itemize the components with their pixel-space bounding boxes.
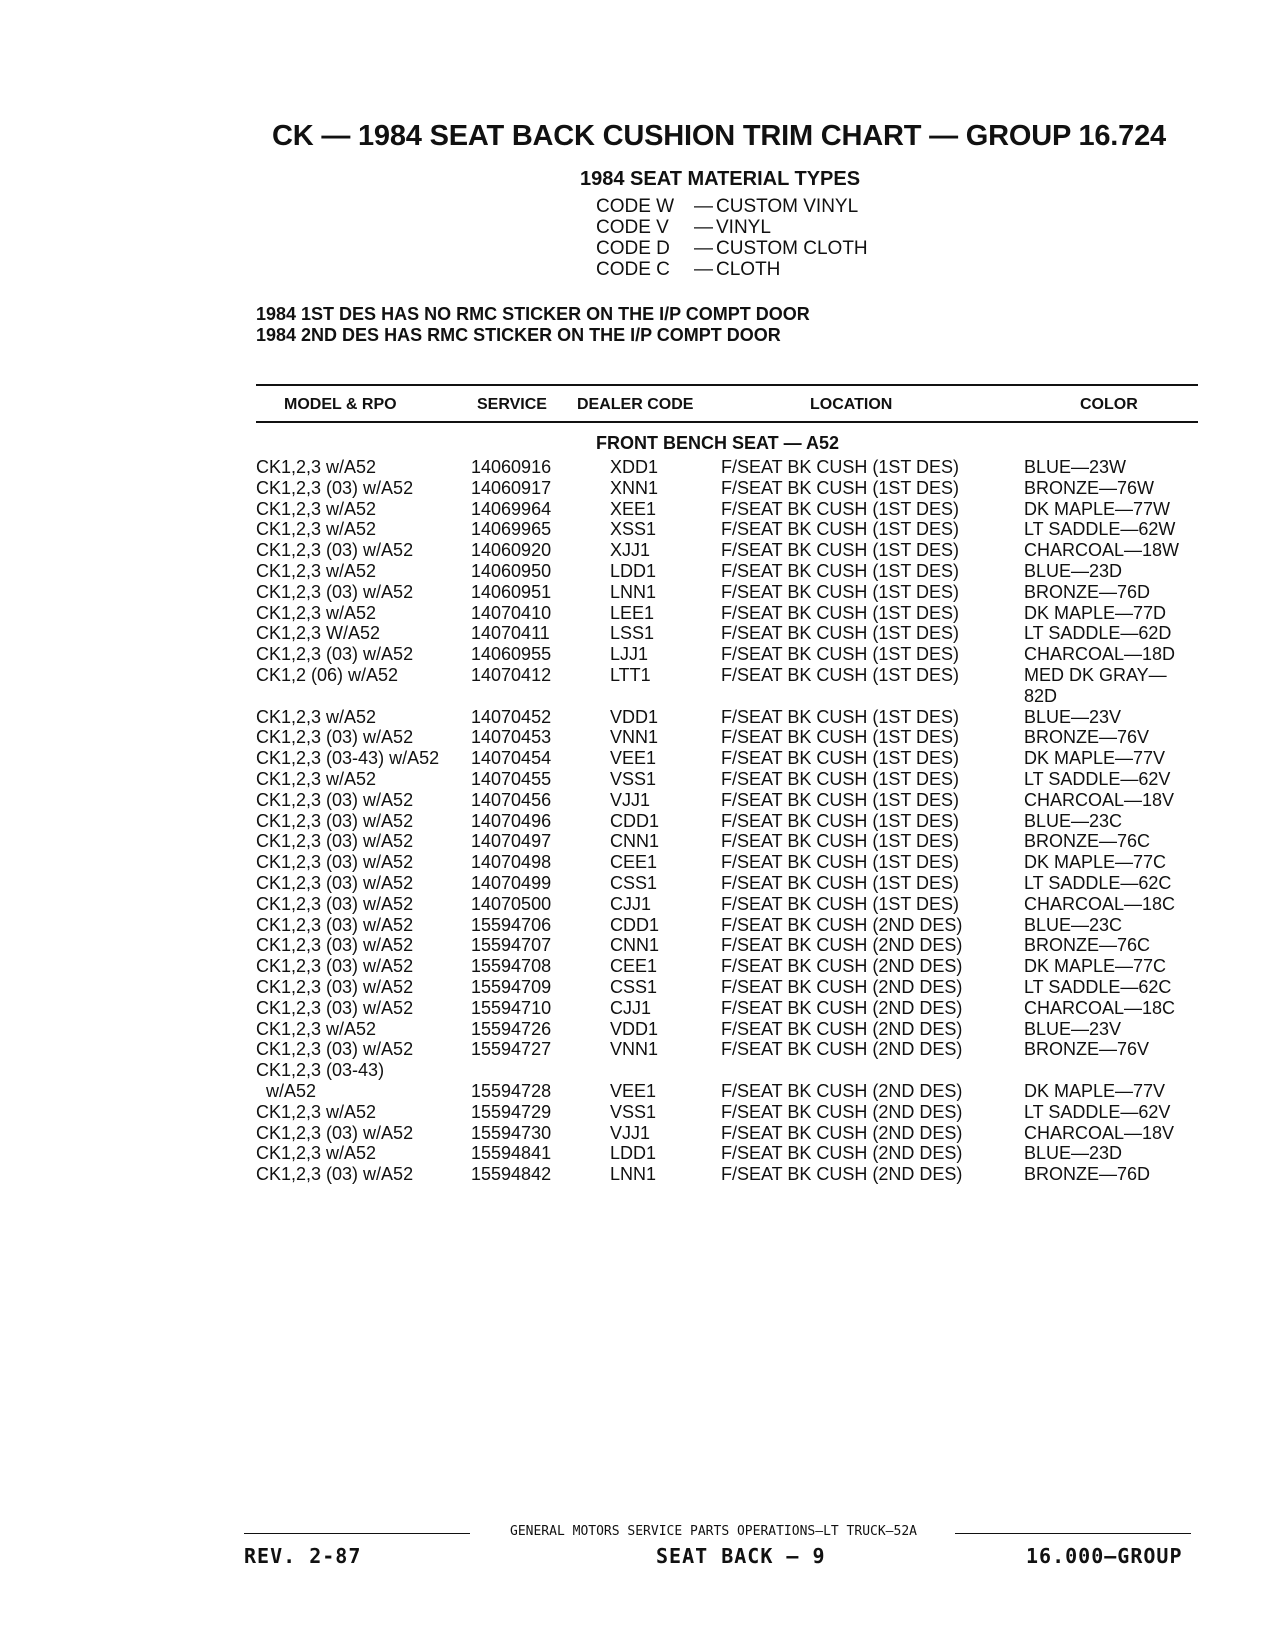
cell-location: F/SEAT BK CUSH (1ST DES) [721,602,960,623]
cell-service-number: 14070453 [471,727,552,748]
cell-dealer-code: XDD1 [610,457,659,477]
cell-model: CK1,2,3 (03) w/A52 [256,1122,414,1143]
cell-service-number: 14060916 [471,457,552,477]
cell-location: F/SEAT BK CUSH (1ST DES) [721,768,960,789]
cell-service-number: 15594709 [471,976,552,997]
table-row [0,956,1280,977]
cell-service-number: 14070456 [471,789,552,810]
page-number: SEAT BACK – 9 [656,1544,826,1568]
table-row [0,873,1280,894]
cell-dealer-code: LDD1 [610,1143,657,1164]
header-model: MODEL & RPO [284,396,397,413]
table-row [0,769,1280,790]
cell-service-number: 15594842 [471,1164,552,1185]
table-row [0,935,1280,956]
table-row [0,894,1280,915]
table-row [0,1039,1280,1060]
cell-model: CK1,2,3 (03-43) w/A52 [256,1060,385,1101]
cell-location: F/SEAT BK CUSH (1ST DES) [721,872,960,893]
cell-service-number: 14069964 [471,498,552,519]
table-top-rule [256,384,1198,386]
table-row [0,1123,1280,1144]
cell-dealer-code: LNN1 [610,1164,657,1185]
cell-service-number: 14070497 [471,831,552,852]
table-row [0,1164,1280,1185]
cell-location: F/SEAT BK CUSH (2ND DES) [721,1143,963,1164]
cell-service-number: 14070410 [471,602,552,623]
cell-dealer-code: VEE1 [610,1080,657,1101]
cell-color: BRONZE—76C [1024,831,1151,852]
table-row [0,790,1280,811]
cell-service-number: 14060951 [471,581,552,602]
cell-service-number: 14070498 [471,852,552,873]
cell-color: DK MAPLE—77V [1024,748,1166,769]
cell-location: F/SEAT BK CUSH (1ST DES) [721,810,960,831]
cell-dealer-code: LDD1 [610,560,657,581]
material-dash: — [694,196,713,217]
note-first-design: 1984 1ST DES HAS NO RMC STICKER ON THE I/P COMPT DOOR [256,304,810,324]
table-row [0,519,1280,540]
section-heading: FRONT BENCH SEAT — A52 [596,433,840,453]
cell-dealer-code: CSS1 [610,872,658,893]
cell-dealer-code: XSS1 [610,519,657,540]
cell-service-number: 14070455 [471,768,552,789]
cell-model: CK1,2,3 w/A52 [256,1101,377,1122]
cell-color: LT SADDLE—62C [1024,976,1172,997]
cell-model: CK1,2,3 (03) w/A52 [256,477,414,498]
cell-dealer-code: LEE1 [610,602,655,623]
cell-service-number: 14070500 [471,893,552,914]
header-location: LOCATION [810,396,893,413]
cell-color: BLUE—23C [1024,914,1123,935]
cell-service-number: 15594707 [471,935,552,956]
cell-location: F/SEAT BK CUSH (1ST DES) [721,706,960,727]
cell-service-number: 15594727 [471,1039,552,1060]
table-row [0,603,1280,624]
cell-color: LT SADDLE—62W [1024,519,1176,540]
cell-color: CHARCOAL—18C [1024,997,1176,1018]
cell-dealer-code: CJJ1 [610,893,652,914]
cell-dealer-code: LTT1 [610,664,651,685]
material-dash: — [694,259,713,280]
cell-color: BRONZE—76V [1024,1039,1150,1060]
cell-location: F/SEAT BK CUSH (2ND DES) [721,997,963,1018]
material-dash: — [694,238,713,259]
cell-model: CK1,2,3 (03) w/A52 [256,872,414,893]
cell-dealer-code: CNN1 [610,935,660,956]
cell-location: F/SEAT BK CUSH (2ND DES) [721,1122,963,1143]
cell-model: CK1,2,3 w/A52 [256,1018,377,1039]
material-type-item [596,196,868,217]
cell-model: CK1,2,3 (03) w/A52 [256,976,414,997]
cell-service-number: 14070499 [471,872,552,893]
cell-dealer-code: CNN1 [610,831,660,852]
cell-location: F/SEAT BK CUSH (1ST DES) [721,457,960,477]
table-row [0,457,1280,478]
cell-color: DK MAPLE—77V [1024,1080,1166,1101]
cell-model: CK1,2,3 w/A52 [256,1143,377,1164]
cell-color: BRONZE—76D [1024,581,1151,602]
cell-dealer-code: VEE1 [610,748,657,769]
cell-color: CHARCOAL—18V [1024,789,1175,810]
cell-dealer-code: CEE1 [610,956,658,977]
cell-model: CK1,2,3 (03) w/A52 [256,581,414,602]
table-row [0,1019,1280,1040]
table-row [0,1060,1280,1102]
design-notes [256,304,810,346]
cell-service-number: 14070411 [471,623,550,644]
cell-color: CHARCOAL—18W [1024,540,1180,561]
cell-location: F/SEAT BK CUSH (2ND DES) [721,1164,963,1185]
cell-location: F/SEAT BK CUSH (1ST DES) [721,727,960,748]
material-type-item [596,217,868,238]
header-service: SERVICE [477,396,547,413]
cell-dealer-code: CDD1 [610,810,660,831]
cell-dealer-code: VJJ1 [610,1122,651,1143]
footer-publisher: GENERAL MOTORS SERVICE PARTS OPERATIONS—LT TRUCK—52A [510,1524,917,1539]
table-row [0,852,1280,873]
cell-location: F/SEAT BK CUSH (1ST DES) [721,498,960,519]
table-row [0,1102,1280,1123]
cell-model: CK1,2,3 (03) w/A52 [256,935,414,956]
table-row [0,707,1280,728]
cell-dealer-code: VSS1 [610,1101,657,1122]
cell-location: F/SEAT BK CUSH (1ST DES) [721,789,960,810]
cell-location: F/SEAT BK CUSH (1ST DES) [721,540,960,561]
cell-color: CHARCOAL—18V [1024,1122,1175,1143]
table-row [0,540,1280,561]
table-row [0,748,1280,769]
cell-dealer-code: VNN1 [610,727,659,748]
cell-color: DK MAPLE—77C [1024,956,1167,977]
header-color: COLOR [1080,396,1138,413]
table-header-rule [256,421,1198,423]
cell-color: BRONZE—76D [1024,1164,1151,1185]
cell-service-number: 14070452 [471,706,552,727]
cell-model: CK1,2,3 (03) w/A52 [256,997,414,1018]
cell-color: LT SADDLE—62V [1024,1101,1171,1122]
cell-dealer-code: CEE1 [610,852,658,873]
table-row [0,582,1280,603]
table-row [0,561,1280,582]
cell-color: DK MAPLE—77W [1024,498,1171,519]
cell-service-number: 15594730 [471,1122,552,1143]
cell-color: BLUE—23W [1024,457,1127,477]
material-type-item [596,259,868,280]
cell-color: DK MAPLE—77C [1024,852,1167,873]
cell-model: CK1,2 (06) w/A52 [256,664,399,685]
table-row [0,998,1280,1019]
table-row [0,623,1280,644]
cell-model: CK1,2,3 w/A52 [256,498,377,519]
cell-model: CK1,2,3 (03) w/A52 [256,956,414,977]
page-title: CK — 1984 SEAT BACK CUSHION TRIM CHART — GROUP 16.724 [272,120,1166,152]
cell-location: F/SEAT BK CUSH (2ND DES) [721,1101,963,1122]
cell-service-number: 15594728 [471,1080,552,1101]
cell-dealer-code: VNN1 [610,1039,659,1060]
cell-service-number: 15594841 [471,1143,552,1164]
cell-location: F/SEAT BK CUSH (1ST DES) [721,893,960,914]
table-row [0,499,1280,520]
table-row [0,1143,1280,1164]
cell-color: LT SADDLE—62D [1024,623,1172,644]
cell-dealer-code: CDD1 [610,914,660,935]
cell-model: CK1,2,3 (03) w/A52 [256,914,414,935]
cell-location: F/SEAT BK CUSH (1ST DES) [721,644,960,665]
cell-dealer-code: LNN1 [610,581,657,602]
material-type-item [596,238,868,259]
table-body [0,457,1280,1185]
cell-model: CK1,2,3 (03-43) w/A52 [256,748,440,769]
material-code: CODE W [596,196,675,217]
cell-dealer-code: XEE1 [610,498,657,519]
cell-model: CK1,2,3 w/A52 [256,768,377,789]
cell-model: CK1,2,3 w/A52 [256,457,377,477]
cell-location: F/SEAT BK CUSH (2ND DES) [721,956,963,977]
table-row [0,644,1280,665]
cell-model: CK1,2,3 W/A52 [256,623,381,644]
cell-location: F/SEAT BK CUSH (2ND DES) [721,976,963,997]
table-row [0,915,1280,936]
cell-color: BRONZE—76W [1024,477,1155,498]
cell-model: CK1,2,3 (03) w/A52 [256,893,414,914]
cell-color: BRONZE—76V [1024,727,1150,748]
material-types-list [596,196,868,280]
cell-location: F/SEAT BK CUSH (1ST DES) [721,664,960,685]
cell-dealer-code: VSS1 [610,768,657,789]
cell-location: F/SEAT BK CUSH (1ST DES) [721,560,960,581]
cell-model: CK1,2,3 (03) w/A52 [256,644,414,665]
cell-dealer-code: LSS1 [610,623,655,644]
cell-dealer-code: XJJ1 [610,540,651,561]
cell-location: F/SEAT BK CUSH (2ND DES) [721,935,963,956]
cell-dealer-code: VJJ1 [610,789,651,810]
cell-location: F/SEAT BK CUSH (1ST DES) [721,852,960,873]
cell-service-number: 15594710 [471,997,552,1018]
cell-service-number: 14070412 [471,664,552,685]
material-name: CUSTOM VINYL [716,196,859,217]
cell-color: LT SADDLE—62V [1024,768,1171,789]
cell-model: CK1,2,3 (03) w/A52 [256,789,414,810]
material-code: CODE D [596,238,670,259]
cell-color: LT SADDLE—62C [1024,872,1172,893]
cell-service-number: 14060920 [471,540,552,561]
cell-color: CHARCOAL—18C [1024,893,1176,914]
cell-service-number: 15594706 [471,914,552,935]
footer-rule-right [955,1533,1191,1534]
table-row [0,727,1280,748]
cell-service-number: 14070496 [471,810,552,831]
cell-color: CHARCOAL—18D [1024,644,1176,665]
cell-location: F/SEAT BK CUSH (1ST DES) [721,623,960,644]
cell-service-number: 15594726 [471,1018,552,1039]
cell-location: F/SEAT BK CUSH (1ST DES) [721,519,960,540]
table-row [0,811,1280,832]
cell-color: BLUE—23D [1024,1143,1123,1164]
cell-location: F/SEAT BK CUSH (1ST DES) [721,831,960,852]
cell-color: BLUE—23V [1024,706,1122,727]
cell-dealer-code: LJJ1 [610,644,649,665]
cell-location: F/SEAT BK CUSH (2ND DES) [721,1018,963,1039]
cell-location: F/SEAT BK CUSH (1ST DES) [721,477,960,498]
table-row [0,977,1280,998]
cell-model: CK1,2,3 w/A52 [256,602,377,623]
cell-model: CK1,2,3 w/A52 [256,560,377,581]
cell-service-number: 14060917 [471,477,552,498]
cell-service-number: 15594729 [471,1101,552,1122]
note-second-design: 1984 2ND DES HAS RMC STICKER ON THE I/P COMPT DOOR [256,325,781,345]
cell-model: CK1,2,3 (03) w/A52 [256,1164,414,1185]
material-code: CODE C [596,259,670,280]
cell-model: CK1,2,3 (03) w/A52 [256,810,414,831]
cell-service-number: 14060955 [471,644,552,665]
cell-model: CK1,2,3 (03) w/A52 [256,727,414,748]
cell-dealer-code: CSS1 [610,976,658,997]
material-dash: — [694,217,713,238]
cell-location: F/SEAT BK CUSH (1ST DES) [721,581,960,602]
cell-model: CK1,2,3 (03) w/A52 [256,831,414,852]
footer-rule-left [244,1533,470,1534]
cell-model: CK1,2,3 w/A52 [256,706,377,727]
cell-service-number: 14070454 [471,748,552,769]
cell-model: CK1,2,3 (03) w/A52 [256,540,414,561]
cell-location: F/SEAT BK CUSH (2ND DES) [721,914,963,935]
header-dealer-code: DEALER CODE [577,396,694,413]
cell-service-number: 14069965 [471,519,552,540]
cell-location: F/SEAT BK CUSH (1ST DES) [721,748,960,769]
cell-color: DK MAPLE—77D [1024,602,1167,623]
cell-model: CK1,2,3 w/A52 [256,519,377,540]
revision-label: REV. 2-87 [244,1544,362,1568]
material-types-heading: 1984 SEAT MATERIAL TYPES [580,168,861,190]
cell-location: F/SEAT BK CUSH (2ND DES) [721,1080,963,1101]
cell-color: BRONZE—76C [1024,935,1151,956]
material-name: CLOTH [716,259,781,280]
cell-color: MED DK GRAY—82D [1024,664,1167,706]
cell-color: BLUE—23D [1024,560,1123,581]
cell-dealer-code: VDD1 [610,706,659,727]
group-label: 16.000—GROUP [1026,1544,1183,1568]
cell-service-number: 14060950 [471,560,552,581]
cell-color: BLUE—23C [1024,810,1123,831]
material-code: CODE V [596,217,669,238]
cell-dealer-code: VDD1 [610,1018,659,1039]
material-name: VINYL [716,217,771,238]
table-row [0,831,1280,852]
cell-model: CK1,2,3 (03) w/A52 [256,852,414,873]
cell-model: CK1,2,3 (03) w/A52 [256,1039,414,1060]
table-row [0,665,1280,707]
cell-location: F/SEAT BK CUSH (2ND DES) [721,1039,963,1060]
cell-color: BLUE—23V [1024,1018,1122,1039]
material-name: CUSTOM CLOTH [716,238,868,259]
table-row [0,478,1280,499]
cell-service-number: 15594708 [471,956,552,977]
cell-dealer-code: XNN1 [610,477,659,498]
cell-dealer-code: CJJ1 [610,997,652,1018]
